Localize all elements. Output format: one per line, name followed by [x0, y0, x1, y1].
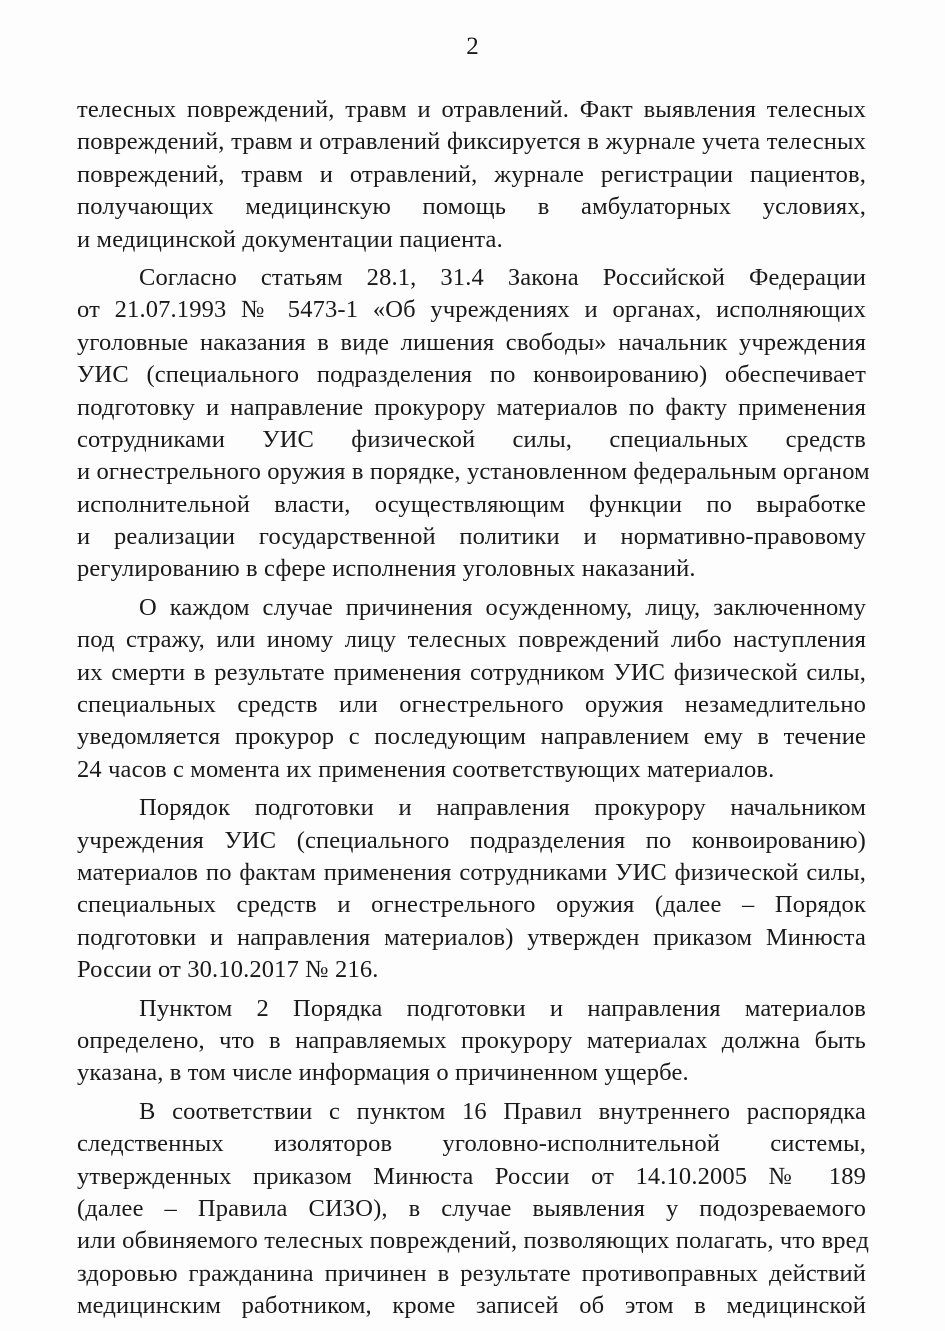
text-line: телесных повреждений, травм и отравлений. Факт выявления телесных	[77, 96, 866, 123]
text-line: уголовные наказания в виде лишения свободы» начальник учреждения	[77, 328, 866, 356]
text-line: О каждом случае причинения осужденному, лицу, заключенному	[139, 593, 866, 621]
text-line: России от 30.10.2017 № 216.	[77, 956, 379, 984]
paragraph	[77, 94, 866, 256]
page-number: 2	[466, 33, 479, 60]
text-line: и медицинской документации пациента.	[77, 225, 503, 253]
text-line: Пунктом 2 Порядка подготовки и направления материалов	[139, 994, 866, 1022]
text-line: учреждения УИС (специального подразделения по конвоированию)	[77, 826, 866, 854]
text-line: В соответствии с пунктом 16 Правил внутреннего распорядка	[139, 1097, 866, 1125]
text-line: определено, что в направляемых прокурору материалах должна быть	[77, 1026, 866, 1054]
text-line: от 21.07.1993 № 5473-1 «Об учреждениях и органах, исполняющих	[77, 296, 866, 324]
text-line: под стражу, или иному лицу телесных повреждений либо наступления	[77, 626, 866, 654]
paragraph	[77, 262, 870, 586]
text-line: здоровью гражданина причинен в результате противоправных действий	[77, 1259, 866, 1287]
document-body	[77, 94, 870, 1322]
text-line: материалов по фактам применения сотрудниками УИС физической силы,	[77, 858, 866, 886]
text-line: повреждений, травм и отравлений фиксируется в журнале учета телесных	[77, 128, 866, 156]
text-line: и реализации государственной политики и нормативно-правовому	[77, 523, 866, 551]
paragraph	[77, 792, 866, 986]
text-line: Согласно статьям 28.1, 31.4 Закона Российской Федерации	[139, 263, 866, 291]
text-line: и огнестрельного оружия в порядке, установленном федеральным органом	[77, 458, 870, 486]
text-line: 24 часов с момента их применения соответствующих материалов.	[77, 755, 775, 783]
text-line: утвержденных приказом Минюста России от 14.10.2005 № 189	[77, 1162, 866, 1190]
text-line: подготовку и направление прокурору материалов по факту применения	[77, 393, 866, 421]
paragraph	[77, 993, 866, 1090]
text-line: специальных средств и огнестрельного оружия (далее – Порядок	[77, 891, 866, 919]
text-line: (далее – Правила СИЗО), в случае выявления у подозреваемого	[77, 1194, 866, 1222]
text-line: получающих медицинскую помощь в амбулаторных условиях,	[77, 193, 866, 221]
text-line: медицинским работником, кроме записей об этом в медицинской	[77, 1292, 866, 1320]
text-line: или обвиняемого телесных повреждений, позволяющих полагать, что вред	[77, 1227, 869, 1255]
text-line: сотрудниками УИС физической силы, специальных средств	[77, 425, 866, 453]
text-line: следственных изоляторов уголовно-исполнительной системы,	[77, 1130, 866, 1158]
text-line: специальных средств или огнестрельного оружия незамедлительно	[77, 691, 866, 719]
text-line: УИС (специального подразделения по конвоированию) обеспечивает	[77, 361, 866, 389]
text-line: исполнительной власти, осуществляющим функции по выработке	[77, 490, 866, 518]
text-line: регулированию в сфере исполнения уголовных наказаний.	[77, 555, 696, 583]
text-line: уведомляется прокурор с последующим направлением ему в течение	[77, 723, 866, 751]
paragraph	[77, 592, 866, 786]
text-line: Порядок подготовки и направления прокурору начальником	[139, 794, 866, 822]
text-line: подготовки и направления материалов) утвержден приказом Минюста	[77, 923, 866, 951]
paragraph	[77, 1096, 869, 1323]
text-line: их смерти в результате применения сотрудником УИС физической силы,	[77, 658, 866, 686]
text-line: указана, в том числе информация о причиненном ущербе.	[77, 1059, 689, 1087]
text-line: повреждений, травм и отравлений, журнале регистрации пациентов,	[77, 160, 866, 188]
